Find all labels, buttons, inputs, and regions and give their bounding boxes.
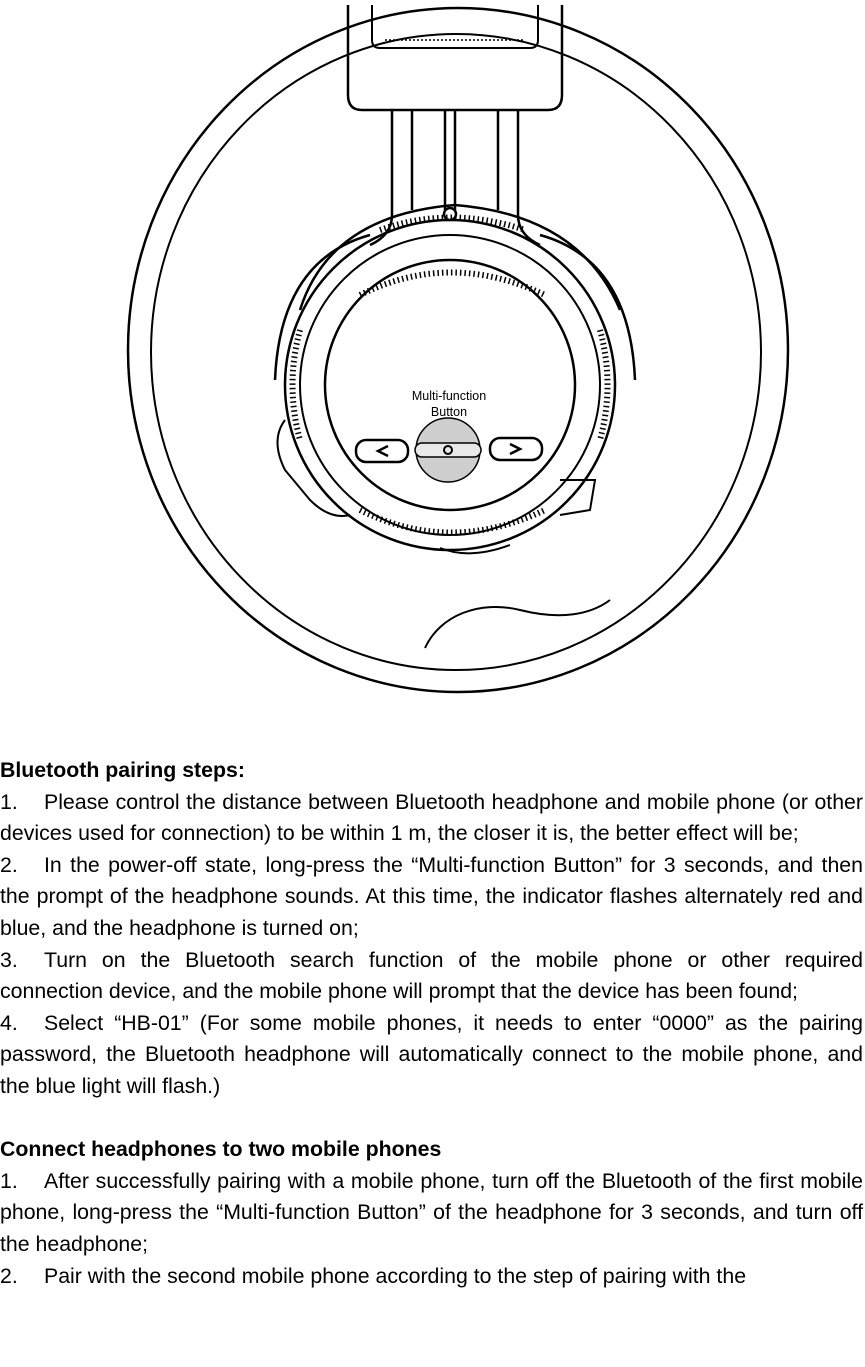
pairing-heading: Bluetooth pairing steps: [0, 758, 245, 782]
pairing-step-3: 3. Turn on the Bluetooth search function of the mobile phone or other required connection device, and the mobile phone will prompt that the device has been found; [0, 947, 863, 1004]
two-phones-step-2: 2. Pair with the second mobile phone according to the step of pairing with the [0, 1263, 747, 1288]
pairing-step-1: 1. Please control the distance between Bluetooth headphone and mobile phone (or other devices used for connection) to be within 1 m, the closer it is, the better effect will be; [0, 789, 863, 846]
section-gap [0, 1103, 863, 1135]
two-phones-step-1: 1. After successfully pairing with a mobile phone, turn off the Bluetooth of the first mobile phone, long-press the “Multi-function Button” of the headphone for 3 seconds, and turn off the headphone; [0, 1168, 863, 1256]
multi-function-label-line1: Multi-function [411, 389, 487, 403]
two-phones-heading: Connect headphones to two mobile phones [0, 1137, 442, 1162]
pairing-step-2: 2. In the power-off state, long-press the “Multi-function Button” for 3 seconds, and then the prompt of the headphone sounds. At this time, the indicator flashes alternately red and blue, and the headphone is turned on; [0, 852, 863, 940]
pairing-step-4: 4. Select “HB-01” (For some mobile phones, it needs to enter “0000” as the pairing password, the Bluetooth headphone will automatically connect to the mobile phone, and the blue light will flash.) [0, 1010, 863, 1098]
multi-function-label-line2: Button [430, 405, 468, 419]
instructions [0, 755, 863, 1292]
